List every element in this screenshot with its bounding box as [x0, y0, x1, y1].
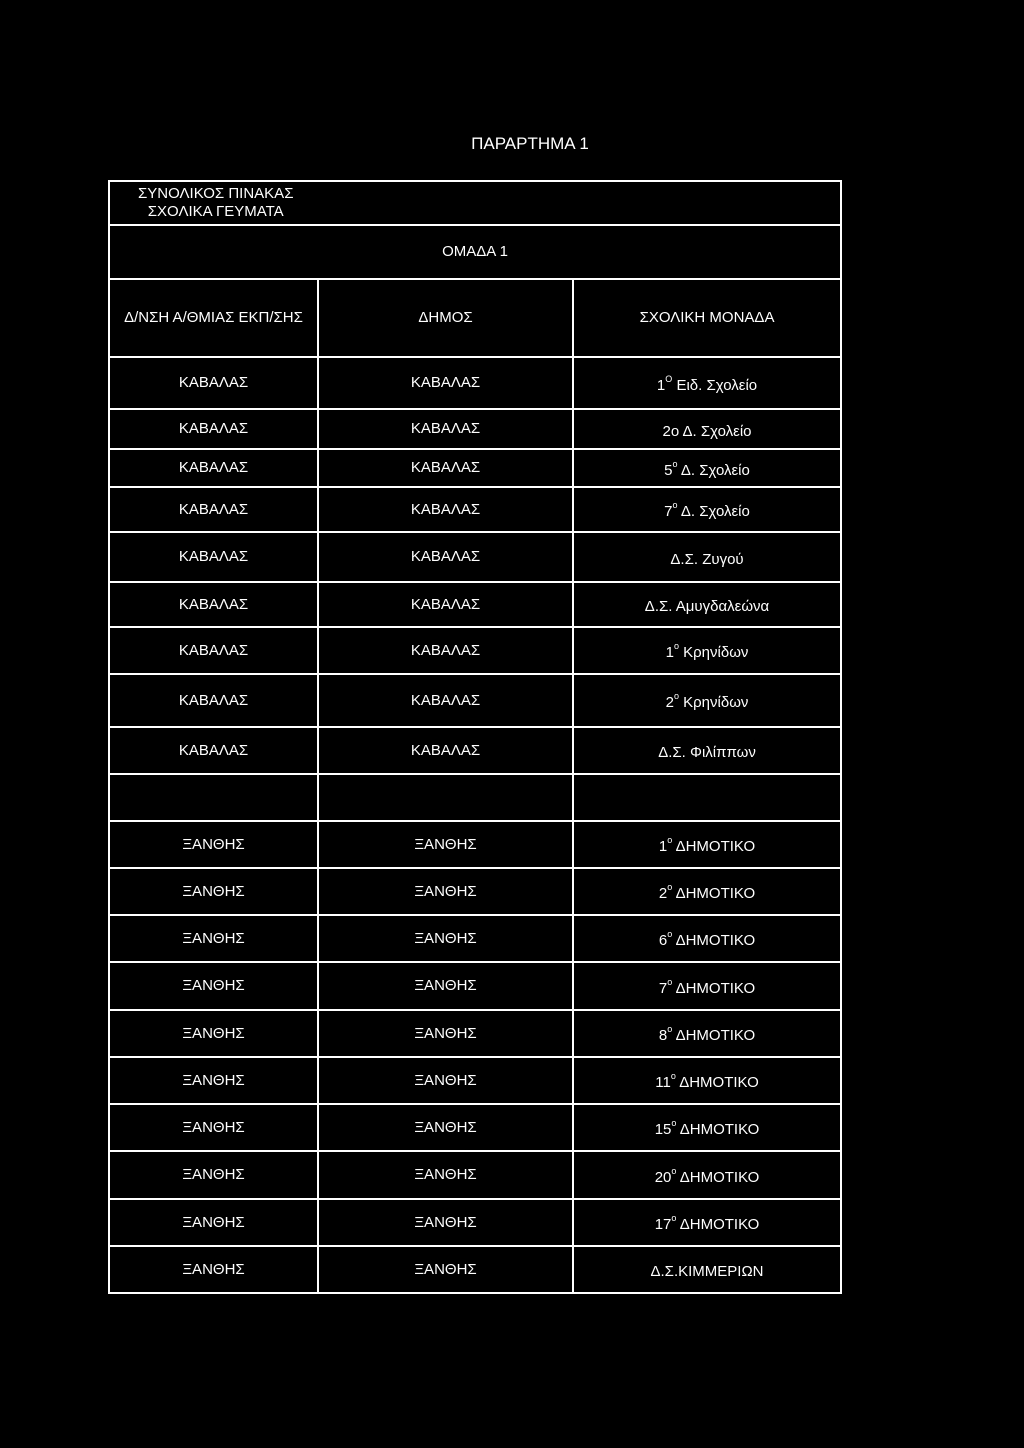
school-name: ΔΗΜΟΤΙΚΟ [679, 1216, 760, 1233]
school-name: ΔΗΜΟΤΙΚΟ [675, 885, 756, 902]
table-row [109, 1104, 841, 1151]
municipality-cell: ΚΑΒΑΛΑΣ [318, 487, 573, 532]
school-name: ΔΗΜΟΤΙΚΟ [679, 1168, 760, 1186]
directorate-cell: ΚΑΒΑΛΑΣ [109, 582, 318, 627]
directorate-cell: ΚΑΒΑΛΑΣ [109, 357, 318, 409]
municipality-cell: ΚΑΒΑΛΑΣ [318, 357, 573, 409]
directorate-cell: ΞΑΝΘΗΣ [109, 962, 318, 1010]
school-cell [573, 449, 841, 487]
municipality-cell: ΚΑΒΑΛΑΣ [318, 532, 573, 582]
school-number: 2 [658, 885, 668, 902]
school-cell [573, 1151, 841, 1199]
school-number: 5 [664, 461, 673, 479]
column-header-school: ΣΧΟΛΙΚΗ ΜΟΝΑΔΑ [573, 279, 841, 357]
table-heading-row [109, 181, 841, 225]
directorate-cell: ΚΑΒΑΛΑΣ [109, 727, 318, 774]
municipality-cell: ΞΑΝΘΗΣ [318, 962, 573, 1010]
school-ordinal-mark: ο [667, 976, 673, 987]
table-row [109, 582, 841, 627]
school-name: Ειδ. Σχολείο [676, 376, 758, 394]
school-name: ΔΗΜΟΤΙΚΟ [675, 838, 756, 855]
table-row [109, 868, 841, 915]
municipality-cell: ΚΑΒΑΛΑΣ [318, 627, 573, 674]
school-number: 2 [665, 694, 674, 711]
page-title: ΠΑΡΑΡΤΗΜΑ 1 [471, 134, 589, 153]
municipality-cell: ΞΑΝΘΗΣ [318, 1104, 573, 1151]
municipality-cell: ΞΑΝΘΗΣ [318, 868, 573, 915]
school-cell [573, 868, 841, 915]
table-row [109, 727, 841, 774]
school-cell [573, 1246, 841, 1293]
school-ordinal-mark: ο [672, 500, 678, 510]
table-row [109, 1199, 841, 1246]
column-header-row [109, 279, 841, 357]
table-row [109, 449, 841, 487]
school-ordinal-mark: ο [667, 1024, 673, 1034]
table-row [109, 1057, 841, 1104]
table-row [109, 674, 841, 727]
directorate-cell: ΚΑΒΑΛΑΣ [109, 449, 318, 487]
school-ordinal-mark: ο [667, 835, 673, 845]
school-cell [573, 915, 841, 962]
directorate-cell: ΞΑΝΘΗΣ [109, 1199, 318, 1246]
group-label: ΟΜΑΔΑ 1 [109, 225, 841, 279]
school-cell [573, 357, 841, 409]
school-name: Δ.Σ. Αμυγδαλεώνα [644, 598, 770, 615]
school-ordinal-mark: ο [667, 882, 673, 892]
municipality-cell: ΚΑΒΑΛΑΣ [318, 582, 573, 627]
municipality-cell: ΚΑΒΑΛΑΣ [318, 409, 573, 449]
municipality-cell: ΚΑΒΑΛΑΣ [318, 727, 573, 774]
column-header-municipality: ΔΗΜΟΣ [318, 279, 573, 357]
school-cell [573, 727, 841, 774]
school-name: Κρηνίδων [683, 694, 749, 711]
school-cell [573, 627, 841, 674]
school-name: Δ.Σ. Ζυγού [670, 550, 744, 568]
school-meals-table [108, 180, 842, 1294]
table-row [109, 962, 841, 1010]
table-row [109, 915, 841, 962]
school-number: 7 [664, 503, 673, 520]
school-cell [573, 1057, 841, 1104]
table-row [109, 409, 841, 449]
municipality-cell: ΞΑΝΘΗΣ [318, 1246, 573, 1293]
municipality-cell: ΚΑΒΑΛΑΣ [318, 449, 573, 487]
municipality-cell: ΞΑΝΘΗΣ [318, 1057, 573, 1104]
directorate-cell: ΞΑΝΘΗΣ [109, 1151, 318, 1199]
municipality-cell: ΞΑΝΘΗΣ [318, 821, 573, 868]
school-ordinal-mark: ο [670, 1071, 676, 1081]
directorate-cell: ΚΑΒΑΛΑΣ [109, 487, 318, 532]
school-ordinal-mark: ο [673, 691, 679, 701]
municipality-cell: ΚΑΒΑΛΑΣ [318, 674, 573, 727]
school-name: ΔΗΜΟΤΙΚΟ [675, 932, 756, 949]
municipality-cell: ΞΑΝΘΗΣ [318, 1151, 573, 1199]
table-row [109, 1010, 841, 1057]
school-name: Κρηνίδων [683, 644, 749, 661]
table-heading-line-2: ΣΧΟΛΙΚΑ ΓΕΥΜΑΤΑ [147, 203, 284, 220]
school-name: Δ. Σχολείο [680, 461, 750, 479]
table-heading-cell [109, 181, 841, 225]
school-cell [573, 774, 841, 821]
school-number: 8 [658, 1027, 668, 1044]
directorate-cell: ΞΑΝΘΗΣ [109, 1104, 318, 1151]
directorate-cell: ΚΑΒΑΛΑΣ [109, 674, 318, 727]
directorate-cell: ΚΑΒΑΛΑΣ [109, 532, 318, 582]
table-row [109, 1246, 841, 1293]
school-cell [573, 674, 841, 727]
school-ordinal-mark: ο [673, 641, 679, 651]
school-cell [573, 582, 841, 627]
school-cell [573, 1199, 841, 1246]
school-number: 6 [658, 932, 668, 949]
school-cell [573, 821, 841, 868]
school-ordinal-mark: ο [672, 458, 678, 469]
school-ordinal-mark: ο [671, 1213, 677, 1223]
table-row [109, 1151, 841, 1199]
table-heading-line-1: ΣΥΝΟΛΙΚΟΣ ΠΙΝΑΚΑΣ [138, 185, 294, 202]
directorate-cell: ΚΑΒΑΛΑΣ [109, 409, 318, 449]
school-name: ΔΗΜΟΤΙΚΟ [679, 1074, 759, 1091]
directorate-cell: ΞΑΝΘΗΣ [109, 1010, 318, 1057]
school-ordinal-mark: ο [667, 929, 673, 939]
school-name: Δ.Σ. Φιλίππων [658, 744, 756, 761]
school-number: 17 [654, 1216, 672, 1233]
school-number: 1 [656, 376, 666, 394]
school-ordinal-mark: ο [671, 1118, 677, 1128]
school-name: ΔΗΜΟΤΙΚΟ [675, 1027, 756, 1044]
table-row [109, 357, 841, 409]
directorate-cell: ΞΑΝΘΗΣ [109, 821, 318, 868]
column-header-directorate: Δ/ΝΣΗ Α/ΘΜΙΑΣ ΕΚΠ/ΣΗΣ [109, 279, 318, 357]
table-row [109, 532, 841, 582]
municipality-cell: ΞΑΝΘΗΣ [318, 1199, 573, 1246]
school-name: 2ο Δ. Σχολείο [662, 422, 752, 440]
school-cell [573, 1010, 841, 1057]
directorate-cell: ΞΑΝΘΗΣ [109, 915, 318, 962]
municipality-cell [318, 774, 573, 821]
school-cell [573, 532, 841, 582]
table-row [109, 821, 841, 868]
table-row [109, 627, 841, 674]
directorate-cell [109, 774, 318, 821]
table-heading [138, 185, 293, 221]
school-cell [573, 1104, 841, 1151]
school-number: 1 [658, 838, 668, 855]
directorate-cell: ΞΑΝΘΗΣ [109, 1246, 318, 1293]
directorate-cell: ΚΑΒΑΛΑΣ [109, 627, 318, 674]
table-row [109, 774, 841, 821]
school-cell [573, 962, 841, 1010]
school-number: 7 [658, 979, 668, 997]
directorate-cell: ΞΑΝΘΗΣ [109, 1057, 318, 1104]
municipality-cell: ΞΑΝΘΗΣ [318, 1010, 573, 1057]
school-number: 15 [654, 1121, 672, 1138]
school-name: ΔΗΜΟΤΙΚΟ [675, 979, 756, 997]
school-name: Δ.Σ.ΚΙΜΜΕΡΙΩΝ [650, 1263, 764, 1280]
school-ordinal-mark: ο [671, 1165, 677, 1176]
school-name: ΔΗΜΟΤΙΚΟ [679, 1121, 760, 1138]
school-cell [573, 409, 841, 449]
municipality-cell: ΞΑΝΘΗΣ [318, 915, 573, 962]
school-number: 11 [655, 1074, 671, 1091]
school-name: Δ. Σχολείο [680, 503, 750, 520]
school-ordinal-mark: Ο [665, 373, 673, 384]
school-cell [573, 487, 841, 532]
school-number: 1 [665, 644, 674, 661]
table-row [109, 487, 841, 532]
directorate-cell: ΞΑΝΘΗΣ [109, 868, 318, 915]
group-row [109, 225, 841, 279]
school-number: 20 [654, 1168, 672, 1186]
